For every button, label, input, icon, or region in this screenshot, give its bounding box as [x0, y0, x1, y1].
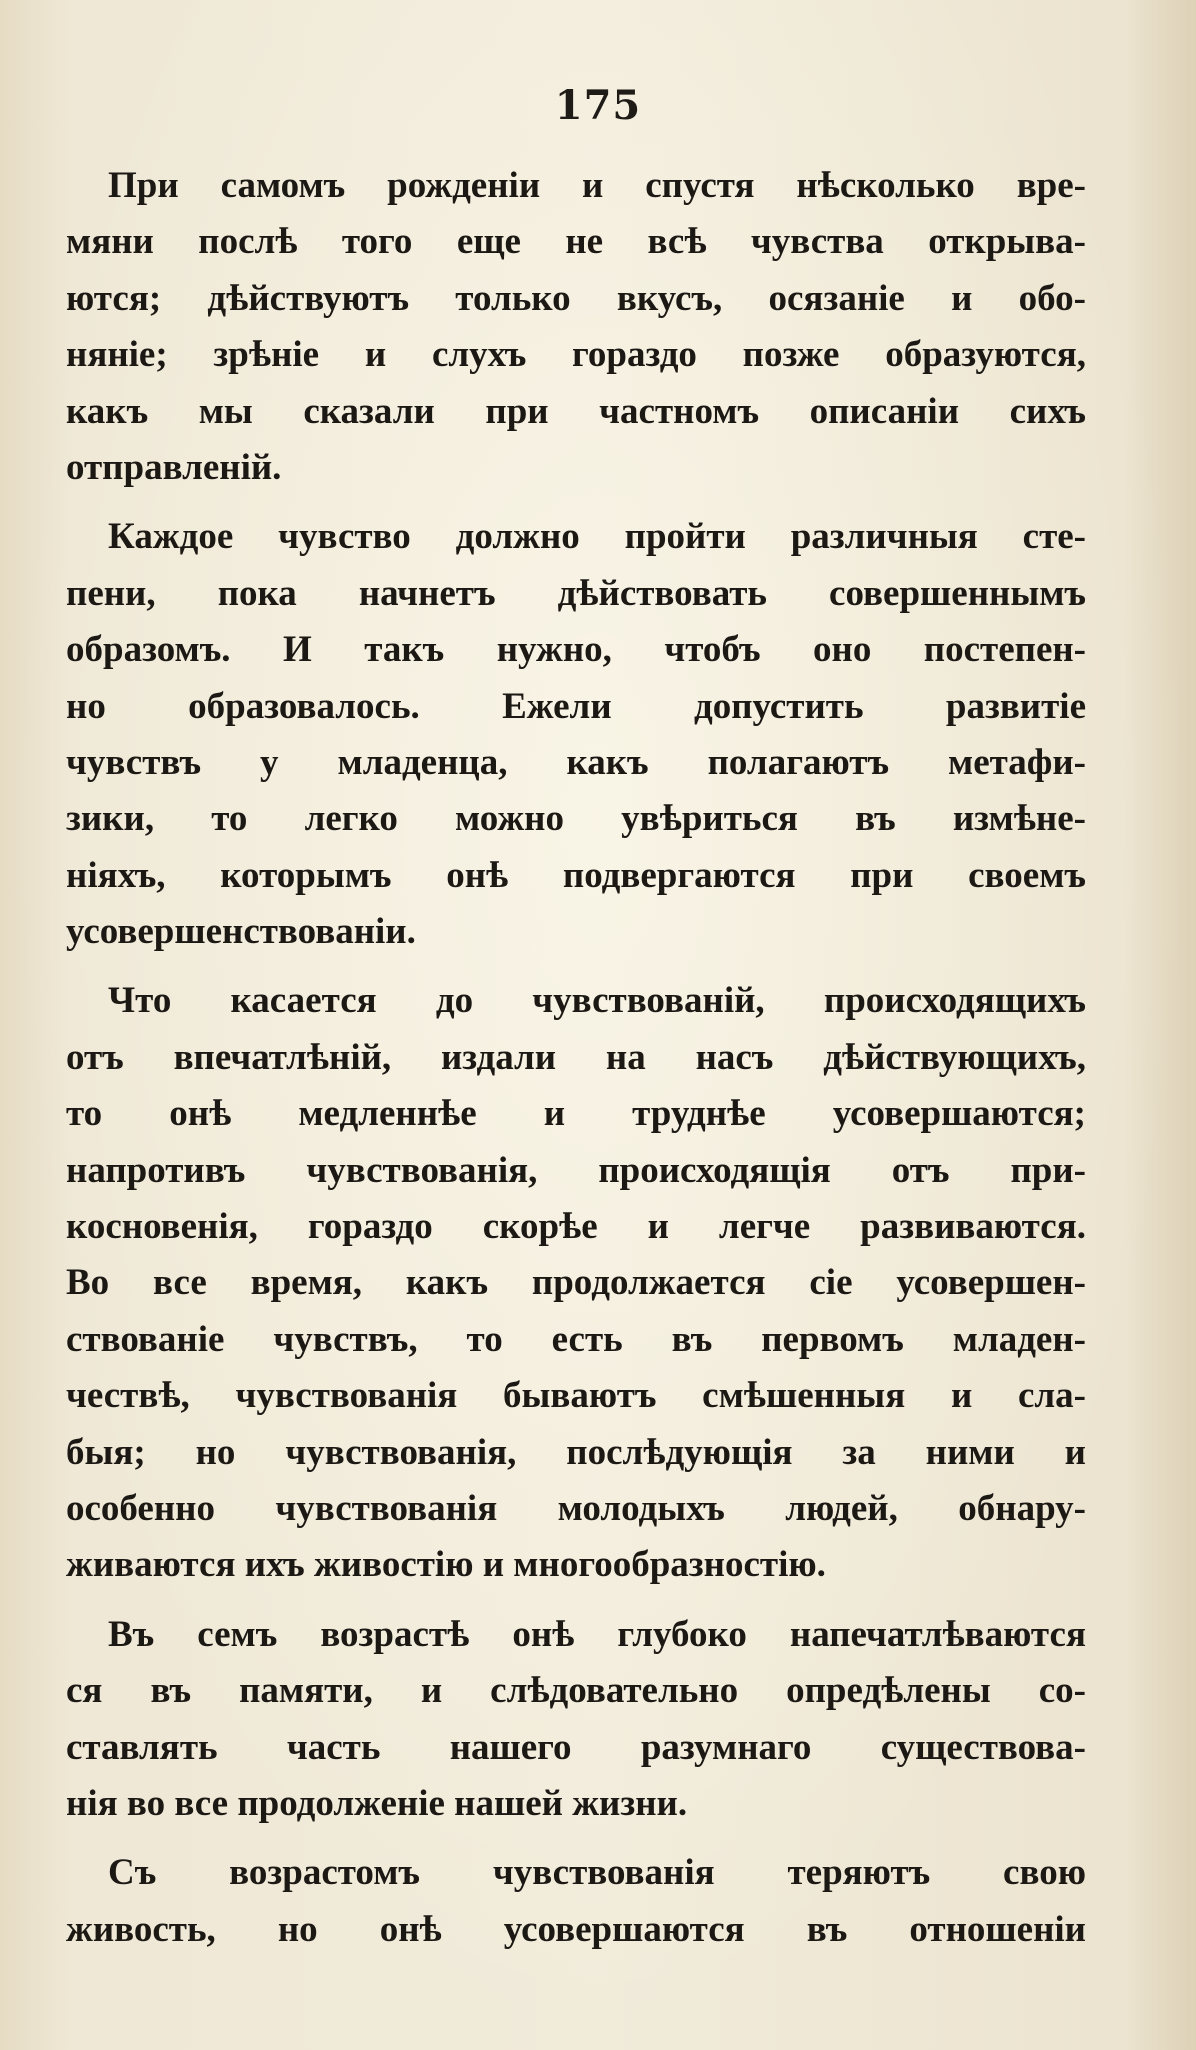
paragraph	[66, 509, 1086, 960]
paragraph	[66, 973, 1086, 1593]
text-line: какъ мы сказали при частномъ описаніи сихъ	[66, 390, 1086, 432]
text-line: живость, но онѣ усовершаются въ отношеніи	[66, 1908, 1086, 1950]
text-line: Въ семъ возрастѣ онѣ глубоко напечатлѣваются	[108, 1613, 1086, 1655]
text-line: Съ возрастомъ чувствованія теряютъ свою	[108, 1852, 1086, 1894]
text-line: живаются ихъ живостію и многообразностію.	[66, 1544, 826, 1586]
text-line: особенно чувствованія молодыхъ людей, обнару-	[66, 1487, 1086, 1529]
text-line: При самомъ рожденіи и спустя нѣсколько вре-	[108, 165, 1086, 206]
text-line: то онѣ медленнѣе и труднѣе усовершаются;	[66, 1093, 1086, 1135]
text-line: Каждое чувство должно пройти различныя сте-	[108, 516, 1086, 558]
text-line: ются; дѣйствуютъ только вкусъ, осязаніе и обо-	[66, 277, 1086, 319]
text-line: быя; но чувствованія, послѣдующія за ними и	[66, 1431, 1086, 1473]
text-line: нія во все продолженіе нашей жизни.	[66, 1782, 688, 1824]
text-line: ствованіе чувствъ, то есть въ первомъ младен-	[66, 1318, 1086, 1360]
text-line: зики, то легко можно увѣриться въ измѣне-	[66, 798, 1086, 840]
text-line: но образовалось. Ежели допустить развитіе	[66, 685, 1086, 727]
text-line: няніе; зрѣніе и слухъ гораздо позже образуются,	[66, 334, 1086, 376]
text-line: отъ впечатлѣній, издали на насъ дѣйствующихъ,	[66, 1036, 1086, 1078]
paragraph	[66, 1607, 1086, 1833]
paragraph	[66, 158, 1086, 496]
text-line: пени, пока начнетъ дѣйствовать совершеннымъ	[66, 572, 1086, 614]
body-text	[66, 158, 1086, 1971]
text-line: мяни послѣ того еще не всѣ чувства открыва-	[66, 221, 1086, 263]
text-line: ніяхъ, которымъ онѣ подвергаются при своемъ	[66, 854, 1086, 896]
text-line: косновенія, гораздо скорѣе и легче развиваются.	[66, 1206, 1086, 1248]
page-number: 175	[554, 82, 642, 129]
text-line: усовершенствованіи.	[66, 911, 416, 953]
text-line: отправленій.	[66, 446, 282, 488]
text-line: напротивъ чувствованія, происходящія отъ при-	[66, 1149, 1086, 1191]
text-line: образомъ. И такъ нужно, чтобъ оно постепен-	[66, 629, 1086, 671]
text-line: ставлять часть нашего разумнаго существова-	[66, 1726, 1086, 1768]
text-line: чувствъ у младенца, какъ полагаютъ метафи-	[66, 741, 1086, 783]
text-line: чествѣ, чувствованія бываютъ смѣшенныя и сла-	[66, 1375, 1086, 1417]
text-line: Во все время, какъ продолжается сіе усовершен-	[66, 1262, 1086, 1304]
text-line: ся въ памяти, и слѣдовательно опредѣлены со-	[66, 1670, 1086, 1712]
text-line: Что касается до чувствованій, происходящихъ	[108, 980, 1086, 1022]
paragraph	[66, 1845, 1086, 1958]
